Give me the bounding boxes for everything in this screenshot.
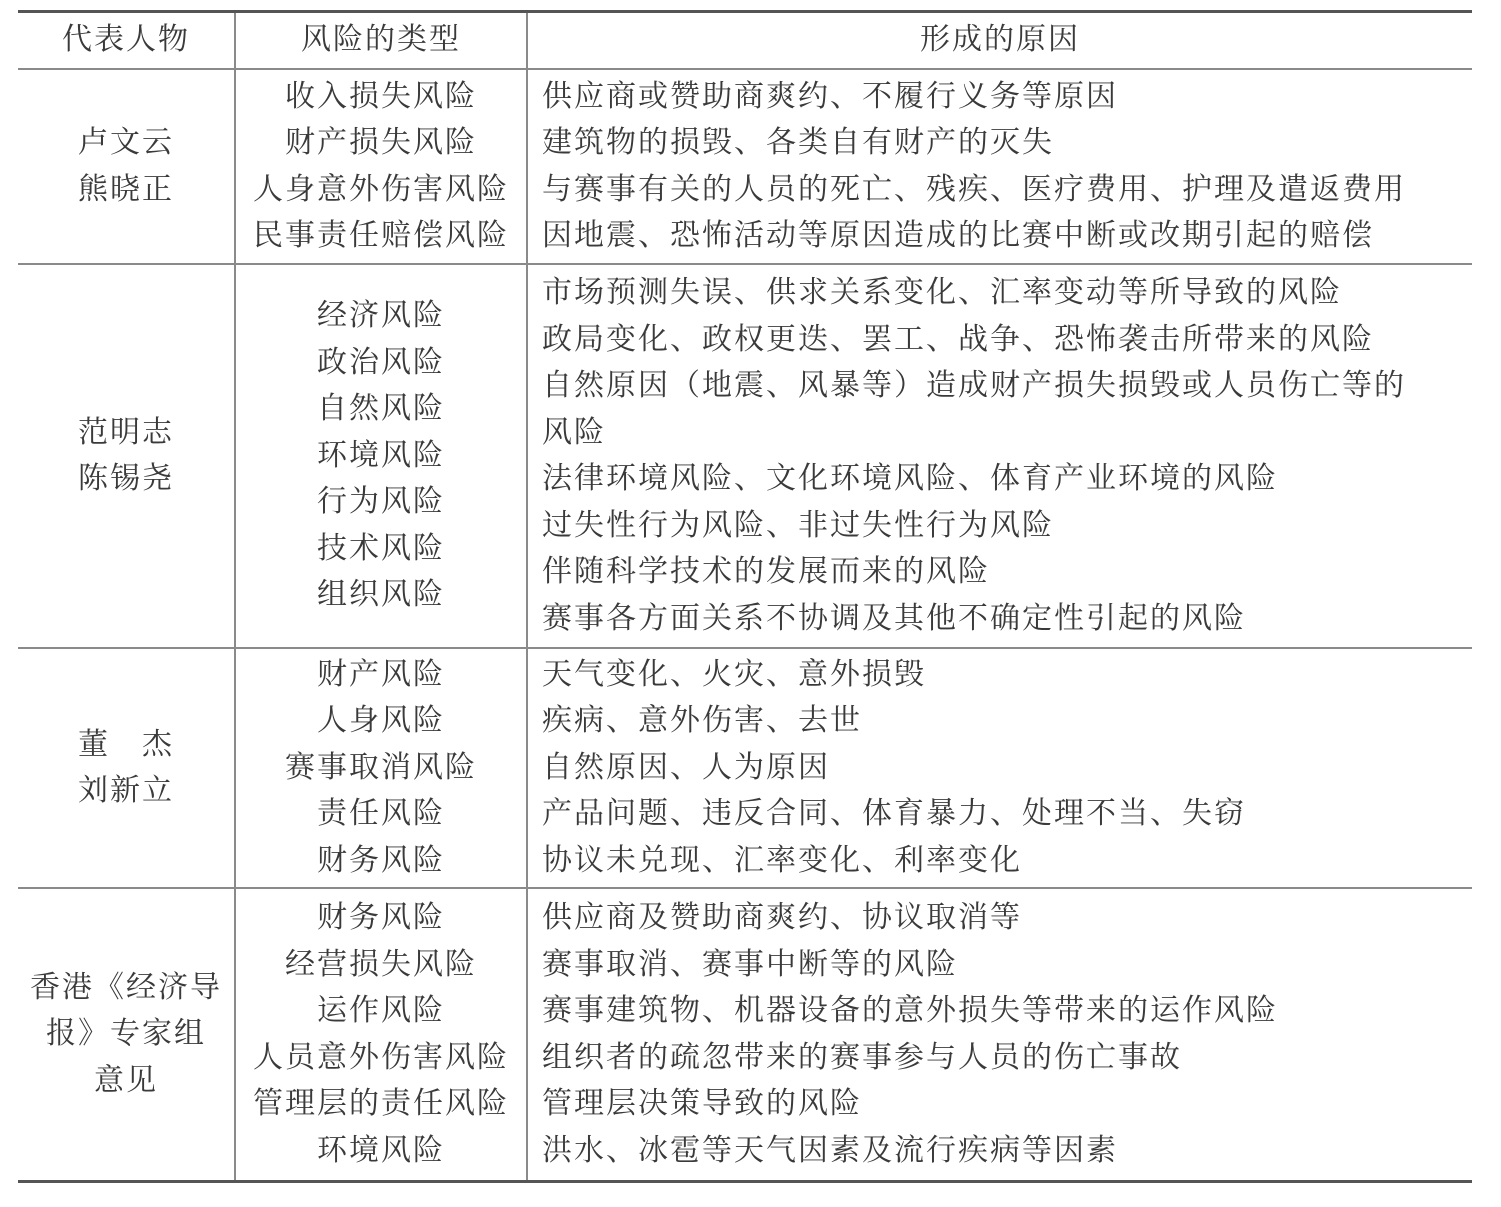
cause-cell	[528, 649, 1472, 887]
risk-type-item: 财务风险	[317, 900, 445, 935]
cause-item: 赛事取消、赛事中断等的风险	[542, 946, 958, 982]
cause-item: 伴随科学技术的发展而来的风险	[542, 554, 990, 589]
risk-type-item: 技术风险	[317, 530, 445, 566]
person-line: 董 杰	[78, 726, 174, 762]
person-line: 陈锡尧	[78, 461, 174, 496]
risk-type-item: 经营损失风险	[285, 946, 477, 982]
cause-item: 协议未兑现、汇率变化、利率变化	[542, 842, 1022, 878]
person-line: 范明志	[78, 414, 174, 450]
table-row	[18, 70, 1472, 265]
risk-type-item: 财产风险	[317, 656, 445, 692]
header-risk-type: 风险的类型	[236, 13, 528, 68]
people-cell	[18, 70, 236, 263]
person-line: 意见	[94, 1062, 158, 1098]
cause-item: 过失性行为风险、非过失性行为风险	[542, 507, 1054, 543]
people-cell	[18, 889, 236, 1180]
risk-type-cell	[236, 649, 528, 887]
risk-table	[18, 10, 1472, 1183]
header-cause: 形成的原因	[920, 22, 1080, 58]
cause-cell	[528, 70, 1472, 263]
person-line: 熊晓正	[78, 171, 174, 207]
cause-item: 赛事各方面关系不协调及其他不确定性引起的风险	[542, 600, 1246, 636]
cause-item: 供应商或赞助商爽约、不履行义务等原因	[542, 78, 1118, 114]
risk-type-cell	[236, 265, 528, 647]
people-cell	[18, 649, 236, 887]
header-people: 代表人物	[18, 13, 236, 68]
person-line: 报》专家组	[46, 1016, 206, 1052]
cause-item: 因地震、恐怖活动等原因造成的比赛中断或改期引起的赔偿	[542, 218, 1374, 253]
risk-type-item: 经济风险	[317, 298, 445, 334]
risk-type-item: 民事责任赔偿风险	[253, 218, 509, 253]
cause-item: 政局变化、政权更迭、罢工、战争、恐怖袭击所带来的风险	[542, 321, 1374, 357]
cause-item: 与赛事有关的人员的死亡、残疾、医疗费用、护理及遣返费用	[542, 171, 1406, 207]
table-row	[18, 889, 1472, 1180]
table-header-row	[18, 13, 1472, 70]
table-bottom-rule	[18, 1180, 1472, 1183]
cause-cell	[528, 265, 1472, 647]
table-row	[18, 265, 1472, 649]
cause-item: 市场预测失误、供求关系变化、汇率变动等所导致的风险	[542, 275, 1342, 310]
cause-item: 天气变化、火灾、意外损毁	[542, 656, 926, 692]
risk-type-item: 责任风险	[317, 796, 445, 832]
person-line: 刘新立	[78, 773, 174, 808]
cause-item: 供应商及赞助商爽约、协议取消等	[542, 900, 1022, 935]
table-row	[18, 649, 1472, 889]
risk-type-item: 环境风险	[317, 437, 445, 473]
cause-item: 组织者的疏忽带来的赛事参与人员的伤亡事故	[542, 1039, 1182, 1075]
person-line: 香港《经济导	[30, 969, 222, 1005]
risk-type-item: 运作风险	[317, 993, 445, 1028]
risk-type-item: 赛事取消风险	[285, 749, 477, 785]
risk-type-item: 行为风险	[317, 484, 445, 520]
cause-item: 管理层决策导致的风险	[542, 1086, 862, 1121]
risk-type-item: 人身意外伤害风险	[253, 171, 509, 207]
cause-item: 赛事建筑物、机器设备的意外损失等带来的运作风险	[542, 993, 1278, 1028]
risk-type-item: 组织风险	[317, 577, 445, 613]
cause-item: 自然原因（地震、风暴等）造成财产损失损毁或人员伤亡等的	[542, 368, 1406, 403]
risk-type-item: 政治风险	[317, 344, 445, 380]
risk-type-item: 收入损失风险	[285, 78, 477, 114]
cause-item: 疾病、意外伤害、去世	[542, 703, 862, 739]
cause-item: 自然原因、人为原因	[542, 749, 830, 785]
risk-type-cell	[236, 70, 528, 263]
risk-type-item: 人员意外伤害风险	[253, 1039, 509, 1075]
risk-type-cell	[236, 889, 528, 1180]
cause-item: 洪水、冰雹等天气因素及流行疾病等因素	[542, 1132, 1118, 1168]
cause-item: 产品问题、违反合同、体育暴力、处理不当、失窃	[542, 796, 1246, 832]
cause-item: 建筑物的损毁、各类自有财产的灭失	[542, 125, 1054, 160]
cause-cell	[528, 889, 1472, 1180]
risk-type-item: 财务风险	[317, 842, 445, 878]
risk-type-item: 财产损失风险	[285, 125, 477, 160]
risk-type-item: 人身风险	[317, 703, 445, 739]
people-cell	[18, 265, 236, 647]
risk-type-item: 环境风险	[317, 1132, 445, 1168]
person-line: 卢文云	[78, 125, 174, 160]
cause-item: 风险	[542, 414, 606, 450]
risk-type-item: 自然风险	[317, 391, 445, 427]
cause-item: 法律环境风险、文化环境风险、体育产业环境的风险	[542, 461, 1278, 496]
risk-type-item: 管理层的责任风险	[253, 1086, 509, 1121]
